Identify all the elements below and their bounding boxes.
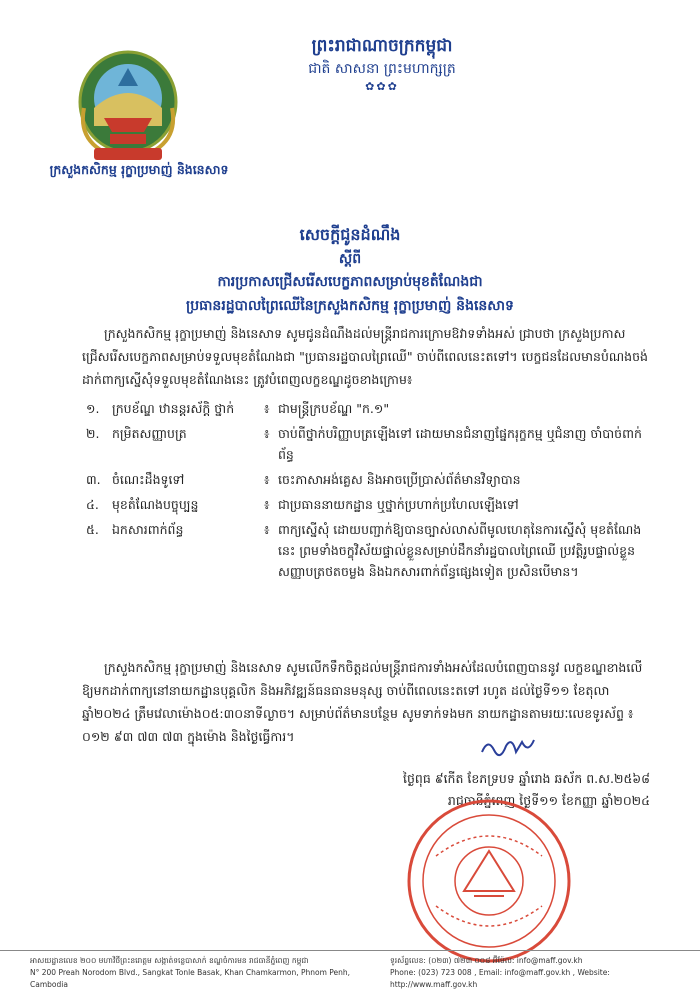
item-number: ១.	[86, 401, 100, 416]
list-item	[86, 423, 646, 465]
official-seal-icon	[404, 796, 574, 966]
address-english: N° 200 Preah Norodom Blvd., Sangkat Tonle Basak, Khan Chamkarmon, Phnom Penh, Cambodia	[30, 968, 351, 989]
ministry-emblem-icon	[74, 48, 182, 166]
item-number: ៣.	[86, 472, 101, 487]
ministry-name: ក្រសួងកសិកម្ម រុក្ខាប្រមាញ់ និងនេសាទ	[49, 162, 229, 177]
contact-khmer: ទូរស័ព្ទលេខ: (០២៣) ៧២៣ ០០៨ អ៊ីម៉ែល: info@maff.gov.kh	[390, 956, 583, 965]
announcement-titles	[0, 222, 700, 318]
item-label: ចំណេះដឹងទូទៅ	[112, 472, 185, 487]
item-separator: ៖	[264, 522, 270, 537]
address-khmer: អាសយដ្ឋានលេខ ២០០ មហាវិថីព្រះនរោត្តម សង្កាត់ទន្លេបាសាក់ ខណ្ឌចំការមន រាជធានីភ្នំពេញ កម្ពុជា	[30, 956, 309, 965]
item-value: ចេះភាសាអង់គ្លេស និងអាចប្រើប្រាស់ព័ត៌មានវិទ្យាបាន	[278, 472, 521, 487]
kingdom-title: ព្រះរាជាណាចក្រកម្ពុជា	[311, 36, 453, 56]
closing-paragraph: ក្រសួងកសិកម្ម រុក្ខាប្រមាញ់ និងនេសាទ សូមលើកទឹកចិត្តដល់មន្ត្រីរាជការទាំងអស់ដែលបំពេញបាននូវ លក្ខខណ្ឌខាងលើ ឱ្យមកដាក់ពាក្យនៅនាយកដ្ឋានបុគ្គលិក និងអភិវឌ្ឍន៍ធនធានមនុស្ស ចាប់ពីពេលនេះតទៅ រហូត ដល់ថ្ងៃទី១១ ខែតុលា ឆ្នាំ២០២៤ ត្រឹមវេលាម៉ោង០៥:៣០នាទីល្ងាច។ សម្រាប់ព័ត៌មានបន្ថែម សូមទាក់ទងមក នាយកដ្ឋានតាមរយៈលេខទូរស័ព្ទ ៖ ០១២ ៩៣ ៧៣ ៧៣ ក្នុងម៉ោង និងថ្ងៃធ្វើការ។	[82, 660, 643, 744]
list-item	[86, 519, 646, 582]
item-number: ៤.	[86, 497, 99, 512]
item-separator: ៖	[264, 401, 270, 416]
contact-english: Phone: (023) 723 008 , Email: info@maff.gov.kh , Website: http://www.maff.gov.kh	[390, 968, 610, 989]
announcement-subject-label: ស្តីពី	[338, 251, 362, 267]
requirements-list	[86, 398, 646, 586]
item-label: មុខតំណែងបច្ចុប្បន្ន	[112, 497, 199, 512]
item-value: ពាក្យស្នើសុំ ដោយបញ្ជាក់ឱ្យបានច្បាស់លាស់ពីមូលហេតុនៃការស្នើសុំ មុខតំណែងនេះ ព្រមទាំងចក្ខុវិស័យផ្ទាល់ខ្លួនសម្រាប់ដឹកនាំរដ្ឋបាលព្រៃឈើ ប្រវត្តិរូបផ្ទាល់ខ្លួន សញ្ញាបត្រថតចម្លង និងឯកសារពាក់ព័ន្ធផ្សេងទៀត ប្រសិនបើមាន។	[278, 522, 642, 579]
item-number: ២.	[86, 426, 100, 441]
item-value: ជាមន្ត្រីក្របខ័ណ្ឌ "ក.១"	[278, 401, 390, 416]
item-value: ជាប្រធាននាយកដ្ឋាន ឬថ្នាក់ប្រហាក់ប្រហែលឡើងទៅ	[278, 497, 519, 512]
announcement-subject-line1: ការប្រកាសជ្រើសរើសបេក្ខភាពសម្រាប់មុខតំណែងជា	[217, 274, 483, 290]
lunar-date: ថ្ងៃពុធ ៩កើត ខែភទ្របទ ឆ្នាំរោង ឆស័ក ព.ស.២៥៦៨	[403, 771, 650, 786]
item-label: កម្រិតសញ្ញាបត្រ	[112, 426, 187, 441]
solar-date: រាជធានីភ្នំពេញ ថ្ងៃទី១១ ខែកញ្ញា ឆ្នាំ២០២៤	[447, 793, 650, 808]
announcement-subject-line2: ប្រធានរដ្ឋបាលព្រៃឈើនៃក្រសួងកសិកម្ម រុក្ខាប្រមាញ់ និងនេសាទ	[186, 298, 514, 314]
item-separator: ៖	[264, 472, 270, 487]
ornament-divider: ✿✿✿	[365, 80, 399, 93]
item-value: ចាប់ពីថ្នាក់បរិញ្ញាបត្រឡើងទៅ ដោយមានជំនាញផ្នែករុក្ខកម្ម ឬជំនាញ ចាំបាច់ពាក់ព័ន្ធ	[278, 426, 642, 462]
national-motto: ជាតិ សាសនា ព្រះមហាក្សត្រ	[308, 61, 456, 77]
announcement-title: សេចក្តីជូនដំណឹង	[299, 225, 401, 244]
footer-address	[30, 955, 390, 991]
footer-contact	[390, 955, 690, 991]
list-item	[86, 398, 646, 419]
list-item	[86, 469, 646, 490]
item-number: ៥.	[86, 522, 99, 537]
item-separator: ៖	[264, 426, 270, 441]
item-separator: ៖	[264, 497, 270, 512]
item-label: ក្របខ័ណ្ឌ ឋានន្តរស័ក្តិ ថ្នាក់	[112, 401, 235, 416]
intro-paragraph: ក្រសួងកសិកម្ម រុក្ខាប្រមាញ់ និងនេសាទ សូមជូនដំណឹងដល់មន្ត្រីរាជការក្រោមឱវាទទាំងអស់ ជ្រាបថា ក្រសួងប្រកាសជ្រើសរើសបេក្ខភាពសម្រាប់ទទួលមុខតំណែងជា "ប្រធានរដ្ឋបាលព្រៃឈើ" ចាប់ពីពេលនេះតទៅ។ បេក្ខជនដែលមានបំណងចង់ដាក់ពាក្យស្នើសុំទទួលមុខតំណែងនេះ ត្រូវបំពេញលក្ខខណ្ឌដូចខាងក្រោម៖	[82, 326, 648, 387]
letterhead-footer	[0, 950, 700, 989]
list-item	[86, 494, 646, 515]
kingdom-heading	[282, 34, 482, 93]
item-label: ឯកសារពាក់ព័ន្ធ	[112, 522, 184, 537]
signature-mark	[478, 734, 538, 760]
